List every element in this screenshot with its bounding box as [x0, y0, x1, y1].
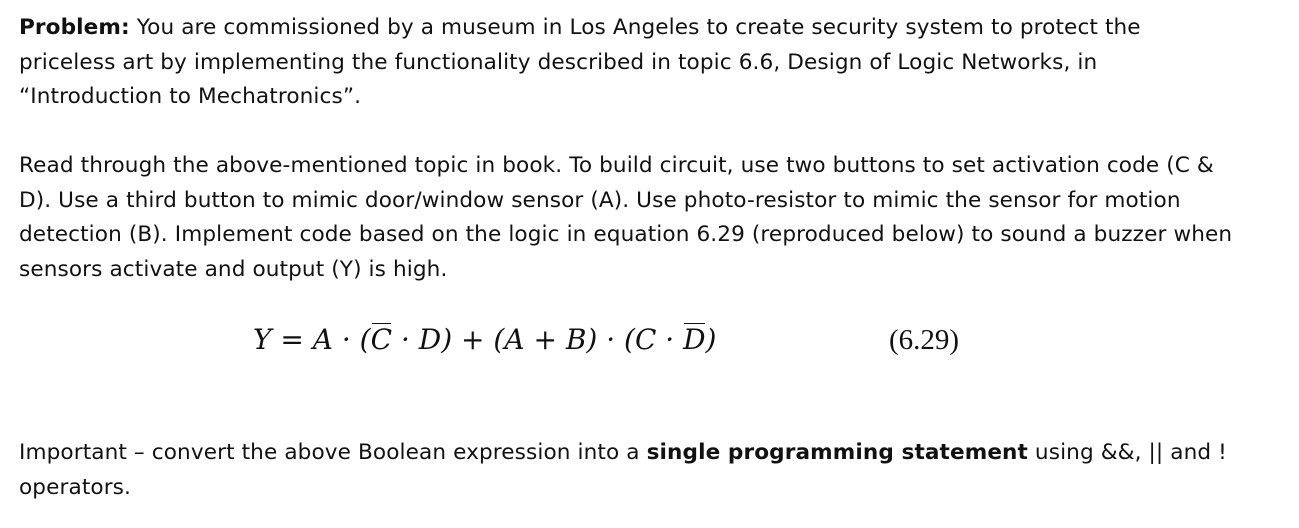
equation-number: (6.29)	[889, 324, 960, 356]
problem-paragraph	[19, 11, 1234, 115]
eq-operator: )	[705, 323, 717, 356]
eq-term-b: B	[565, 323, 587, 356]
eq-operator: ·	[392, 323, 419, 356]
problem-text: You are commissioned by a museum in Los Angeles to create security system to protect the priceless art by implementing the functionality described in topic 6.6, Design of Logic Networks, in “Introduction to Mechatronics”.	[19, 15, 1141, 109]
problem-label: Problem:	[19, 15, 130, 40]
eq-term-a: A	[504, 323, 525, 356]
eq-term-c: C	[634, 323, 657, 356]
eq-operator: +	[524, 323, 566, 356]
eq-operator: ·	[656, 323, 684, 356]
eq-operator: ) + (	[441, 323, 505, 356]
eq-equals: =	[271, 323, 313, 356]
eq-output-y: Y	[253, 323, 272, 356]
eq-term-a: A	[312, 323, 333, 356]
eq-operator: ) · (	[586, 323, 635, 356]
eq-term-c-bar: C	[371, 320, 392, 360]
important-emphasis: single programming statement	[646, 440, 1028, 465]
important-paragraph	[19, 436, 1234, 505]
important-suffix: using &&, || and ! operators.	[19, 440, 1227, 500]
boolean-equation	[253, 320, 716, 360]
instructions-paragraph: Read through the above-mentioned topic in book. To build circuit, use two buttons to set activation code (C & D). Use a third button to mimic door/window sensor (A). Use photo-resistor to mimic the sensor for motion detection (B). Implement code based on the logic in equation 6.29 (reproduced below) to sound a buzzer when sensors activate and output (Y) is high.	[19, 153, 1233, 282]
important-prefix: Important – convert the above Boolean expression into a	[19, 440, 647, 465]
eq-term-d: D	[418, 323, 442, 356]
eq-operator: · (	[332, 323, 371, 356]
eq-term-d-bar: D	[683, 320, 705, 360]
